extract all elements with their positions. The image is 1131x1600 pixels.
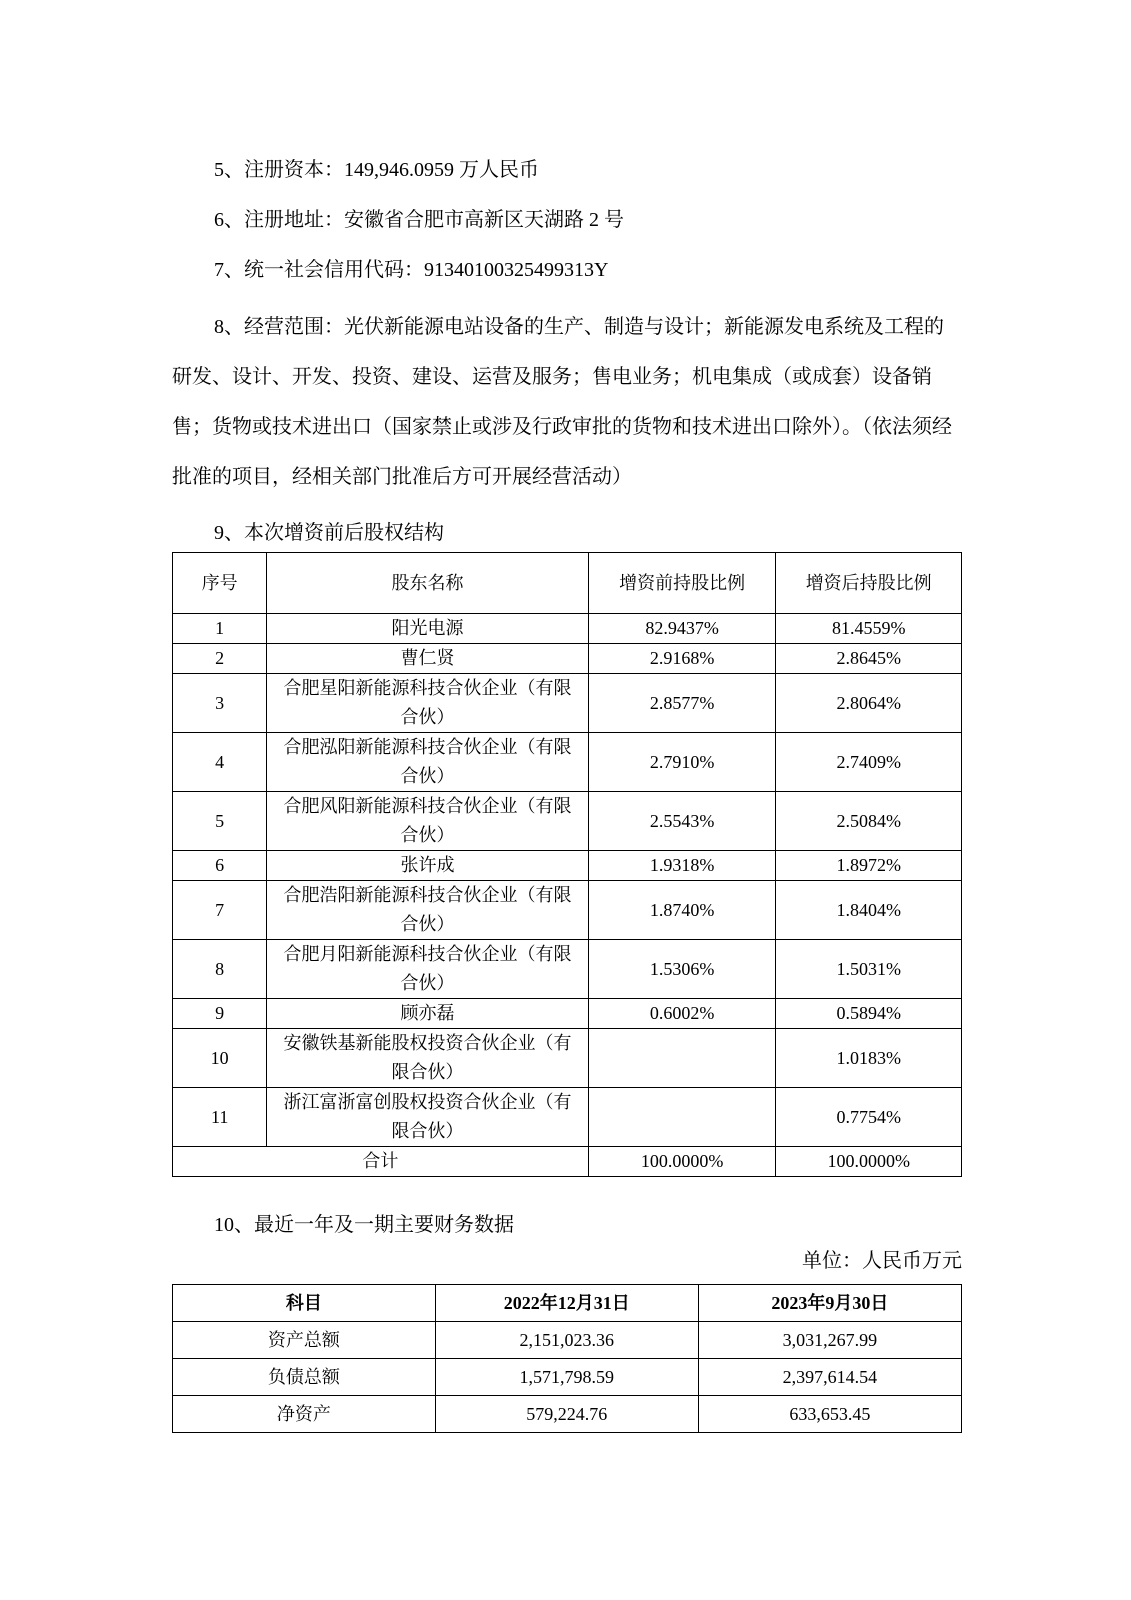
shareholder-name: 顾亦磊 [267, 999, 588, 1029]
header-index: 序号 [173, 553, 267, 614]
row-index: 10 [173, 1029, 267, 1088]
after-ratio: 0.7754% [776, 1088, 962, 1147]
row-index: 5 [173, 792, 267, 851]
unit-label: 单位：人民币万元 [802, 1250, 962, 1272]
after-ratio: 2.5084% [776, 792, 962, 851]
header-item: 科目 [173, 1285, 436, 1322]
header-after-ratio: 增资后持股比例 [776, 553, 962, 614]
row-index: 7 [173, 881, 267, 940]
table-header-row [173, 1285, 962, 1322]
row-index: 11 [173, 1088, 267, 1147]
table-row [173, 1322, 962, 1359]
after-ratio: 2.8064% [776, 674, 962, 733]
shareholder-name: 浙江富浙富创股权投资合伙企业（有限合伙） [267, 1088, 588, 1147]
after-ratio: 1.8972% [776, 851, 962, 881]
row-index: 9 [173, 999, 267, 1029]
row-index: 8 [173, 940, 267, 999]
business-scope-paragraph: 8、经营范围：光伏新能源电站设备的生产、制造与设计；新能源发电系统及工程的研发、设计、开发、投资、建设、运营及服务；售电业务；机电集成（或成套）设备销售；货物或技术进出口（国家禁止或涉及行政审批的货物和技术进出口除外）。（依法须经批准的项目，经相关部门批准后方可开展经营活动） [172, 316, 952, 488]
before-ratio: 2.5543% [588, 792, 776, 851]
value-2022: 579,224.76 [435, 1396, 698, 1433]
table-row [173, 881, 962, 940]
table-row [173, 792, 962, 851]
table-row [173, 614, 962, 644]
value-2022: 1,571,798.59 [435, 1359, 698, 1396]
shareholder-name: 张许成 [267, 851, 588, 881]
financial-data-heading: 10、最近一年及一期主要财务数据 [214, 1214, 514, 1236]
value-2023: 3,031,267.99 [698, 1322, 961, 1359]
before-ratio: 2.7910% [588, 733, 776, 792]
table-row [173, 1359, 962, 1396]
after-ratio: 81.4559% [776, 614, 962, 644]
row-index: 4 [173, 733, 267, 792]
table-row [173, 940, 962, 999]
total-label: 合计 [173, 1147, 589, 1177]
after-ratio: 2.8645% [776, 644, 962, 674]
value-2023: 633,653.45 [698, 1396, 961, 1433]
shareholder-name: 曹仁贤 [267, 644, 588, 674]
item-label: 资产总额 [173, 1322, 436, 1359]
total-after-ratio: 100.0000% [776, 1147, 962, 1177]
value-2022: 2,151,023.36 [435, 1322, 698, 1359]
after-ratio: 0.5894% [776, 999, 962, 1029]
total-before-ratio: 100.0000% [588, 1147, 776, 1177]
table-row [173, 733, 962, 792]
table-row [173, 1396, 962, 1433]
registered-capital-line: 5、注册资本：149,946.0959 万人民币 [214, 159, 539, 181]
header-2022: 2022年12月31日 [435, 1285, 698, 1322]
before-ratio [588, 1088, 776, 1147]
header-before-ratio: 增资前持股比例 [588, 553, 776, 614]
before-ratio: 0.6002% [588, 999, 776, 1029]
before-ratio: 1.5306% [588, 940, 776, 999]
table-row [173, 1029, 962, 1088]
header-2023: 2023年9月30日 [698, 1285, 961, 1322]
equity-structure-heading: 9、本次增资前后股权结构 [214, 522, 444, 544]
total-row [173, 1147, 962, 1177]
after-ratio: 1.8404% [776, 881, 962, 940]
row-index: 3 [173, 674, 267, 733]
shareholder-name: 合肥泓阳新能源科技合伙企业（有限合伙） [267, 733, 588, 792]
shareholder-name: 阳光电源 [267, 614, 588, 644]
before-ratio: 1.8740% [588, 881, 776, 940]
credit-code-line: 7、统一社会信用代码：91340100325499313Y [214, 259, 609, 281]
table-row [173, 1088, 962, 1147]
before-ratio: 2.8577% [588, 674, 776, 733]
table-row [173, 999, 962, 1029]
shareholder-name: 安徽铁基新能股权投资合伙企业（有限合伙） [267, 1029, 588, 1088]
after-ratio: 2.7409% [776, 733, 962, 792]
registered-address-line: 6、注册地址：安徽省合肥市高新区天湖路 2 号 [214, 209, 624, 231]
before-ratio: 2.9168% [588, 644, 776, 674]
equity-structure-table [172, 552, 962, 1177]
before-ratio: 82.9437% [588, 614, 776, 644]
shareholder-name: 合肥月阳新能源科技合伙企业（有限合伙） [267, 940, 588, 999]
shareholder-name: 合肥浩阳新能源科技合伙企业（有限合伙） [267, 881, 588, 940]
financial-data-table [172, 1284, 962, 1433]
equity-table-body [173, 614, 962, 1177]
shareholder-name: 合肥风阳新能源科技合伙企业（有限合伙） [267, 792, 588, 851]
before-ratio: 1.9318% [588, 851, 776, 881]
after-ratio: 1.0183% [776, 1029, 962, 1088]
item-label: 负债总额 [173, 1359, 436, 1396]
item-label: 净资产 [173, 1396, 436, 1433]
after-ratio: 1.5031% [776, 940, 962, 999]
row-index: 2 [173, 644, 267, 674]
table-header-row [173, 553, 962, 614]
row-index: 1 [173, 614, 267, 644]
header-shareholder-name: 股东名称 [267, 553, 588, 614]
row-index: 6 [173, 851, 267, 881]
table-row [173, 644, 962, 674]
value-2023: 2,397,614.54 [698, 1359, 961, 1396]
table-row [173, 674, 962, 733]
before-ratio [588, 1029, 776, 1088]
shareholder-name: 合肥星阳新能源科技合伙企业（有限合伙） [267, 674, 588, 733]
table-row [173, 851, 962, 881]
